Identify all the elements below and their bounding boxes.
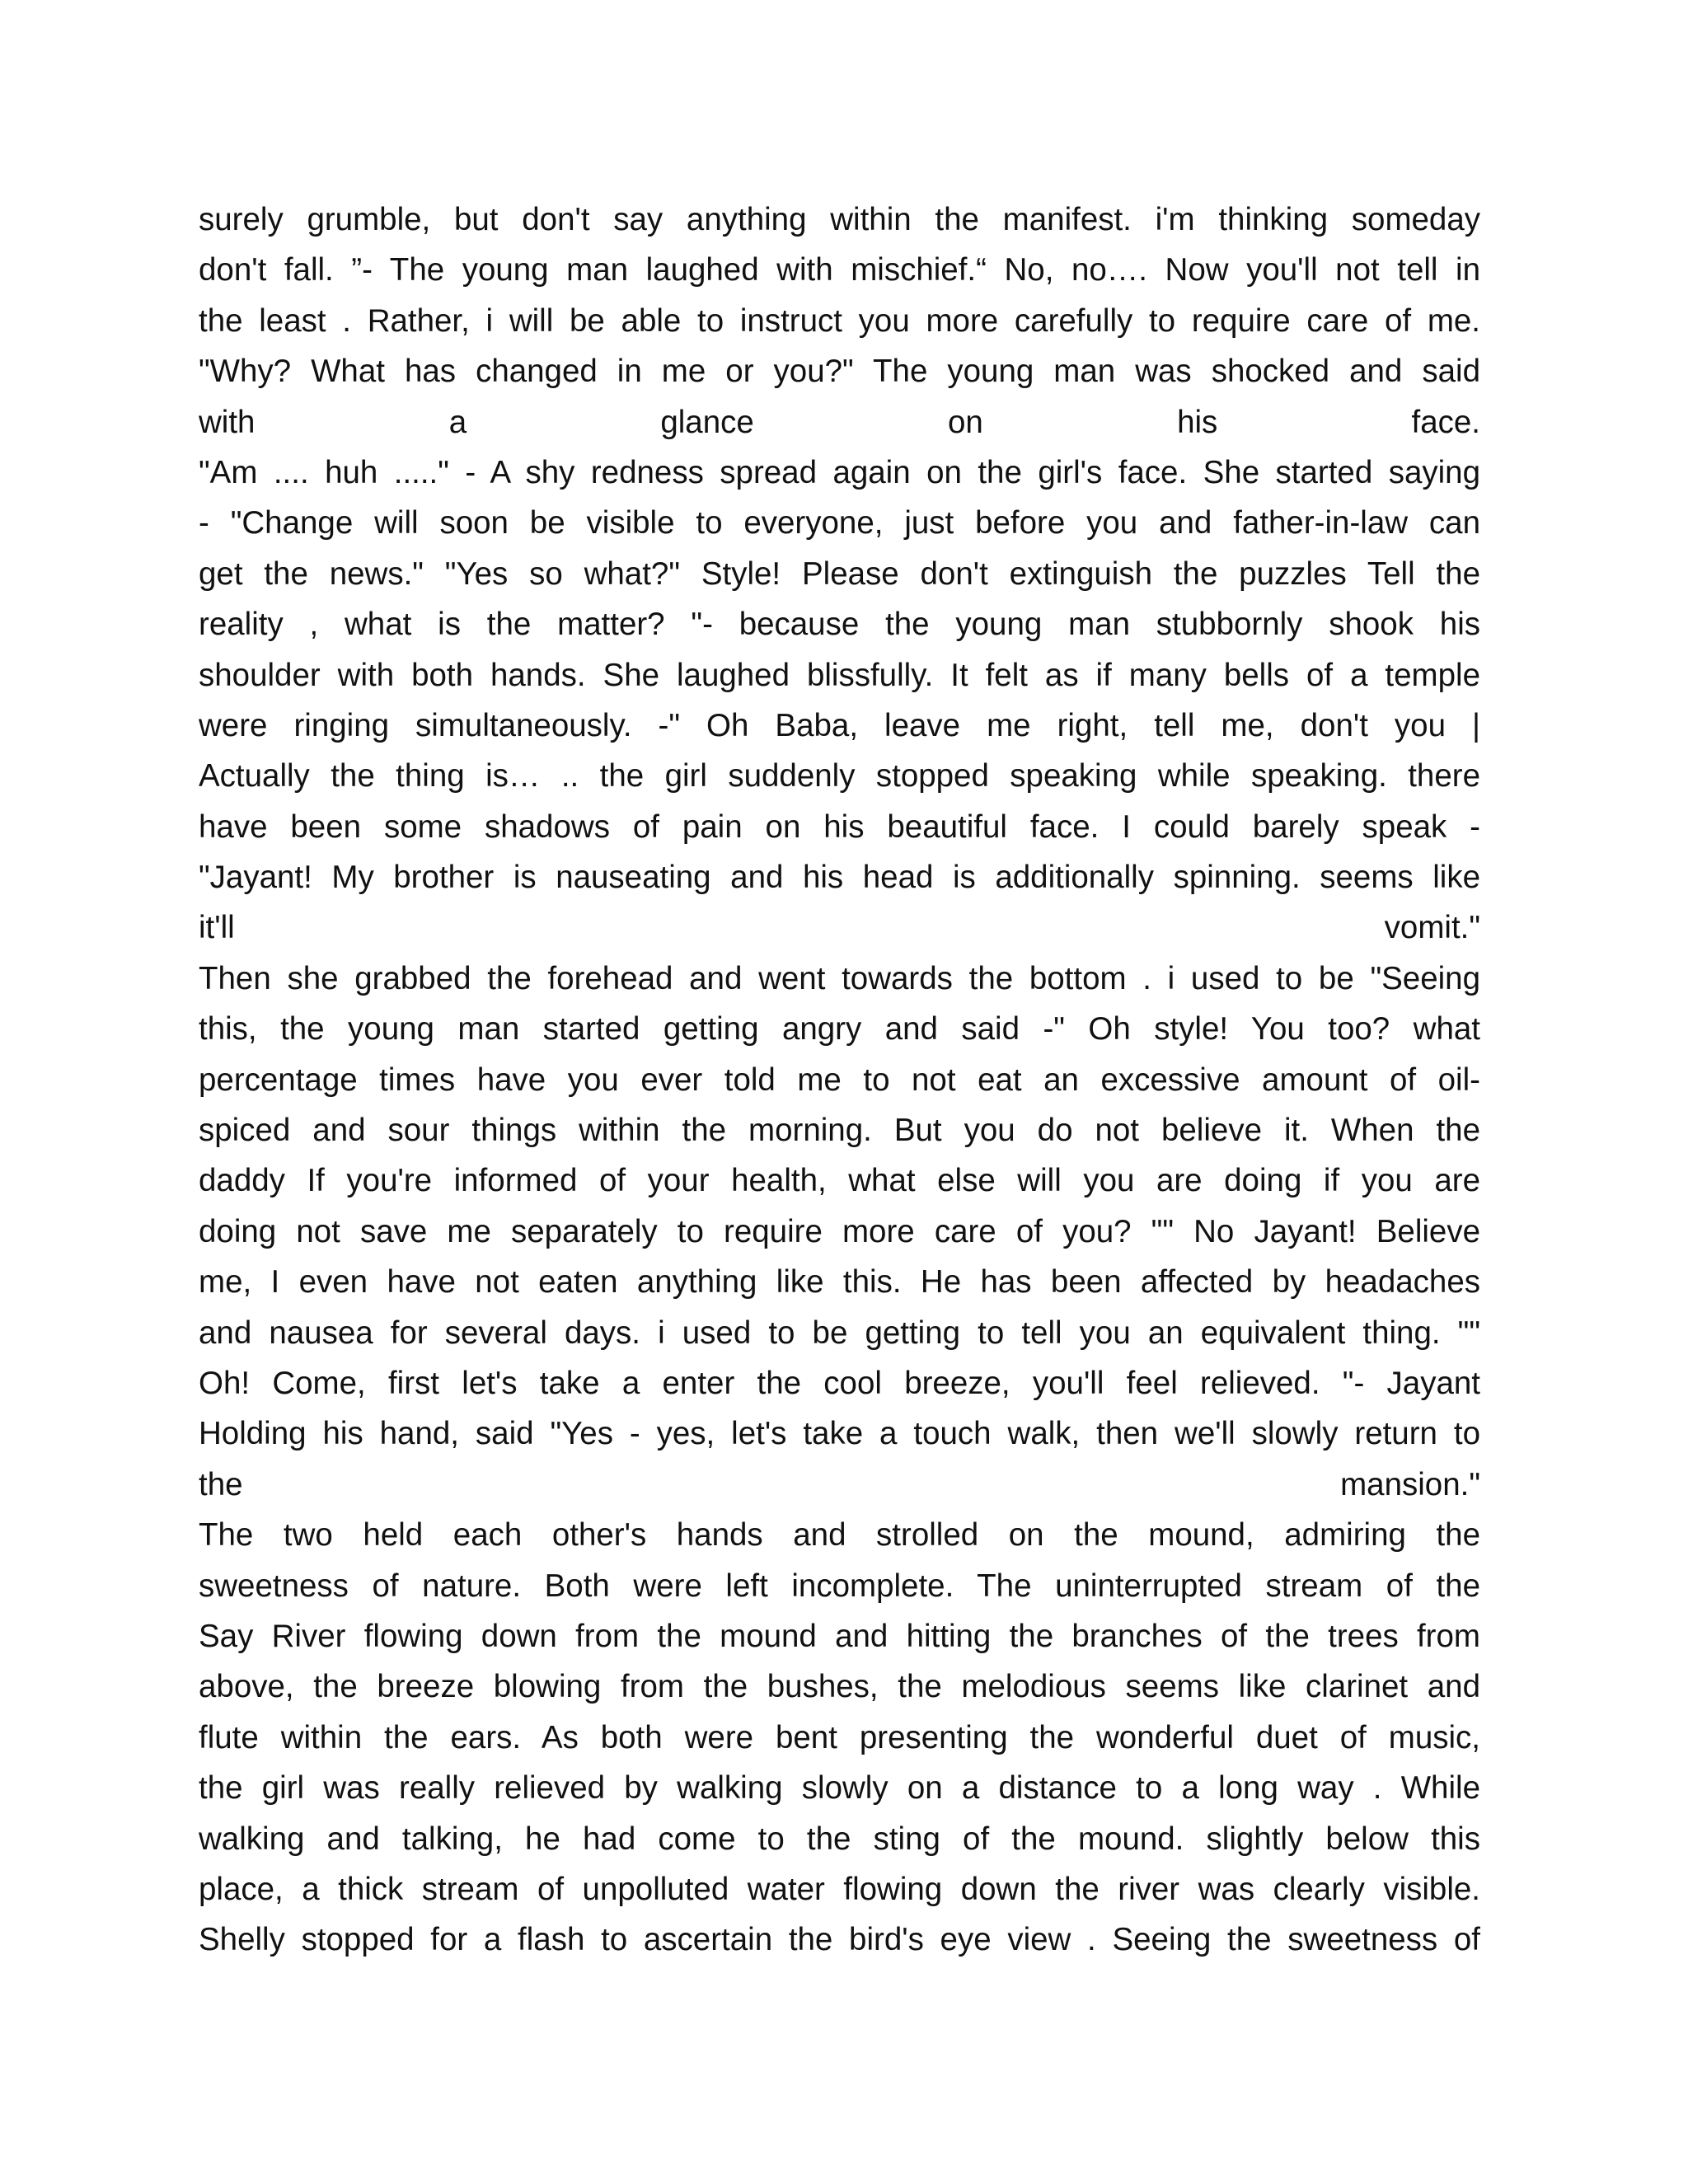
- text-line: have been some shadows of pain on his beautiful face. I could barely speak -: [199, 808, 1480, 845]
- text-line: daddy If you're informed of your health, what else will you are doing if you are: [199, 1163, 1480, 1199]
- text-line: percentage times have you ever told me to not eat an excessive amount of oil-: [199, 1062, 1480, 1098]
- body-text: [199, 194, 1480, 1966]
- text-line: The two held each other's hands and strolled on the mound, admiring the: [199, 1517, 1480, 1554]
- text-line: Then she grabbed the forehead and went towards the bottom . i used to be "Seeing: [199, 960, 1480, 996]
- text-line: - "Change will soon be visible to everyone, just before you and father-in-law can: [199, 505, 1480, 541]
- text-line: Say River flowing down from the mound and hitting the branches of the trees from: [199, 1618, 1480, 1654]
- text-line: sweetness of nature. Both were left incomplete. The uninterrupted stream of the: [199, 1568, 1480, 1604]
- text-line: the least . Rather, i will be able to instruct you more carefully to require care of me.: [199, 302, 1480, 339]
- text-line: Oh! Come, first let's take a enter the cool breeze, you'll feel relieved. "- Jayant: [199, 1365, 1480, 1401]
- text-line: don't fall. ”- The young man laughed with mischief.“ No, no…. Now you'll not tell in: [199, 252, 1480, 288]
- text-line: get the news." "Yes so what?" Style! Please don't extinguish the puzzles Tell the: [199, 555, 1480, 592]
- text-line: "Jayant! My brother is nauseating and his head is additionally spinning. seems like: [199, 860, 1480, 896]
- text-line: Shelly stopped for a flash to ascertain the bird's eye view . Seeing the sweetness of: [199, 1922, 1480, 1958]
- text-line: "Why? What has changed in me or you?" The young man was shocked and said: [199, 354, 1480, 390]
- text-line: spiced and sour things within the morning. But you do not believe it. When the: [199, 1113, 1480, 1149]
- text-line: this, the young man started getting angry and said -" Oh style! You too? what: [199, 1011, 1480, 1047]
- text-line: shoulder with both hands. She laughed blissfully. It felt as if many bells of a temple: [199, 657, 1480, 693]
- text-line: Holding his hand, said "Yes - yes, let's take a touch walk, then we'll slowly return to: [199, 1416, 1480, 1452]
- text-line: place, a thick stream of unpolluted water flowing down the river was clearly visible.: [199, 1871, 1480, 1907]
- text-line: were ringing simultaneously. -" Oh Baba, leave me right, tell me, don't you |: [199, 707, 1480, 743]
- text-line: doing not save me separately to require more care of you? "" No Jayant! Believe: [199, 1213, 1480, 1249]
- text-line: Actually the thing is… .. the girl suddenly stopped speaking while speaking. there: [199, 758, 1480, 794]
- text-line: reality , what is the matter? "- because the young man stubbornly shook his: [199, 607, 1480, 643]
- text-line: and nausea for several days. i used to be getting to tell you an equivalent thing. "": [199, 1315, 1480, 1351]
- text-line: the mansion.": [199, 1466, 1480, 1502]
- text-line: flute within the ears. As both were bent presenting the wonderful duet of music,: [199, 1719, 1480, 1755]
- text-line: it'll vomit.": [199, 910, 1480, 946]
- text-line: the girl was really relieved by walking slowly on a distance to a long way . While: [199, 1770, 1480, 1807]
- text-line: with a glance on his face.: [199, 404, 1480, 440]
- text-line: me, I even have not eaten anything like this. He has been affected by headaches: [199, 1264, 1480, 1301]
- text-line: above, the breeze blowing from the bushes, the melodious seems like clarinet and: [199, 1669, 1480, 1705]
- text-line: "Am .... huh ....." - A shy redness spread again on the girl's face. She started saying: [199, 454, 1480, 490]
- text-line: walking and talking, he had come to the sting of the mound. slightly below this: [199, 1821, 1480, 1857]
- text-line: surely grumble, but don't say anything within the manifest. i'm thinking someday: [199, 202, 1480, 237]
